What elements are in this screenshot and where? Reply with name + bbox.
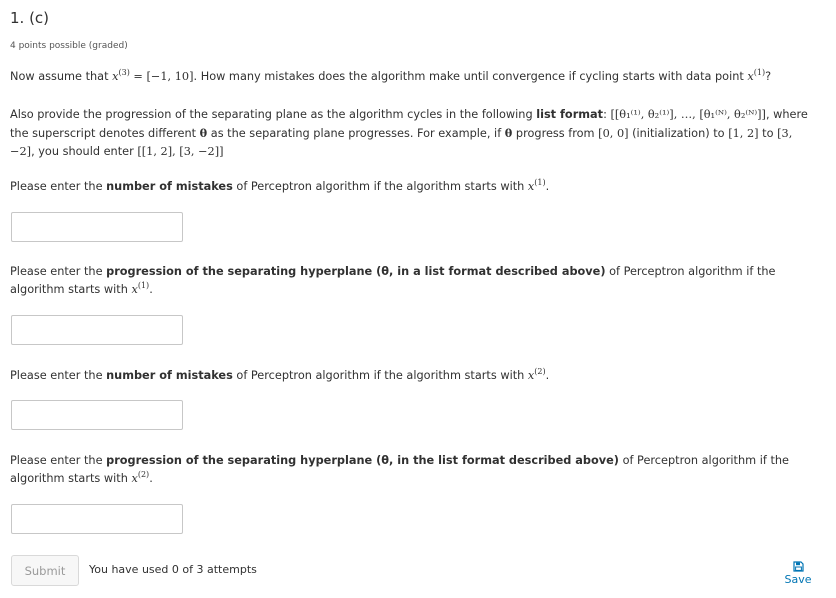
question-1-prompt: Please enter the number of mistakes of Perceptron algorithm if the algorithm starts with $x^{(1)}$.: [10, 178, 550, 193]
format-paragraph: Also provide the progression of the separating plane as the algorithm cycles in the following list format: [[θ₁⁽¹⁾, θ₂⁽¹⁾], …, [θ₁⁽ᴺ⁾, θ₂⁽ᴺ⁾]], where the superscript denotes different θ as the separating plane progresses. For example, if θ progress from [0, 0] (initialization) to [1, 2] to [3, −2], you should enter [[1, 2], [3, −2]]: [10, 108, 808, 158]
question-4-prompt: Please enter the progression of the separating hyperplane (θ, in the list format described above) of Perceptron algorithm if the algorithm starts with $x^{(2)}$.: [10, 454, 789, 485]
problem-title: 1. (c): [10, 9, 50, 27]
points-possible: 4 points possible (graded): [10, 41, 128, 51]
question-3-prompt: Please enter the number of mistakes of Perceptron algorithm if the algorithm starts with $x^{(2)}$.: [10, 367, 550, 382]
submit-button[interactable]: Submit: [11, 555, 79, 586]
question-3-input[interactable]: [11, 400, 183, 430]
floppy-disk-icon: [793, 561, 804, 572]
question-2-input[interactable]: [11, 315, 183, 345]
question-4-input[interactable]: [11, 504, 183, 534]
save-label: Save: [784, 573, 812, 586]
intro-paragraph: Now assume that $x^{(3)} = [-1$, 10]. How many mistakes does the algorithm make until convergence if cycling starts with data point $x^{(1)}$?: [10, 68, 772, 83]
list-format-math: [[θ₁⁽¹⁾, θ₂⁽¹⁾], …, [θ₁⁽ᴺ⁾, θ₂⁽ᴺ⁾]]: [610, 108, 766, 121]
attempts-status: You have used 0 of 3 attempts: [89, 563, 257, 576]
question-2-prompt: Please enter the progression of the separating hyperplane (θ, in a list format described above) of Perceptron algorithm if the algorithm starts with $x^{(1)}$.: [10, 265, 776, 296]
save-button[interactable]: [783, 561, 813, 586]
question-1-input[interactable]: [11, 212, 183, 242]
